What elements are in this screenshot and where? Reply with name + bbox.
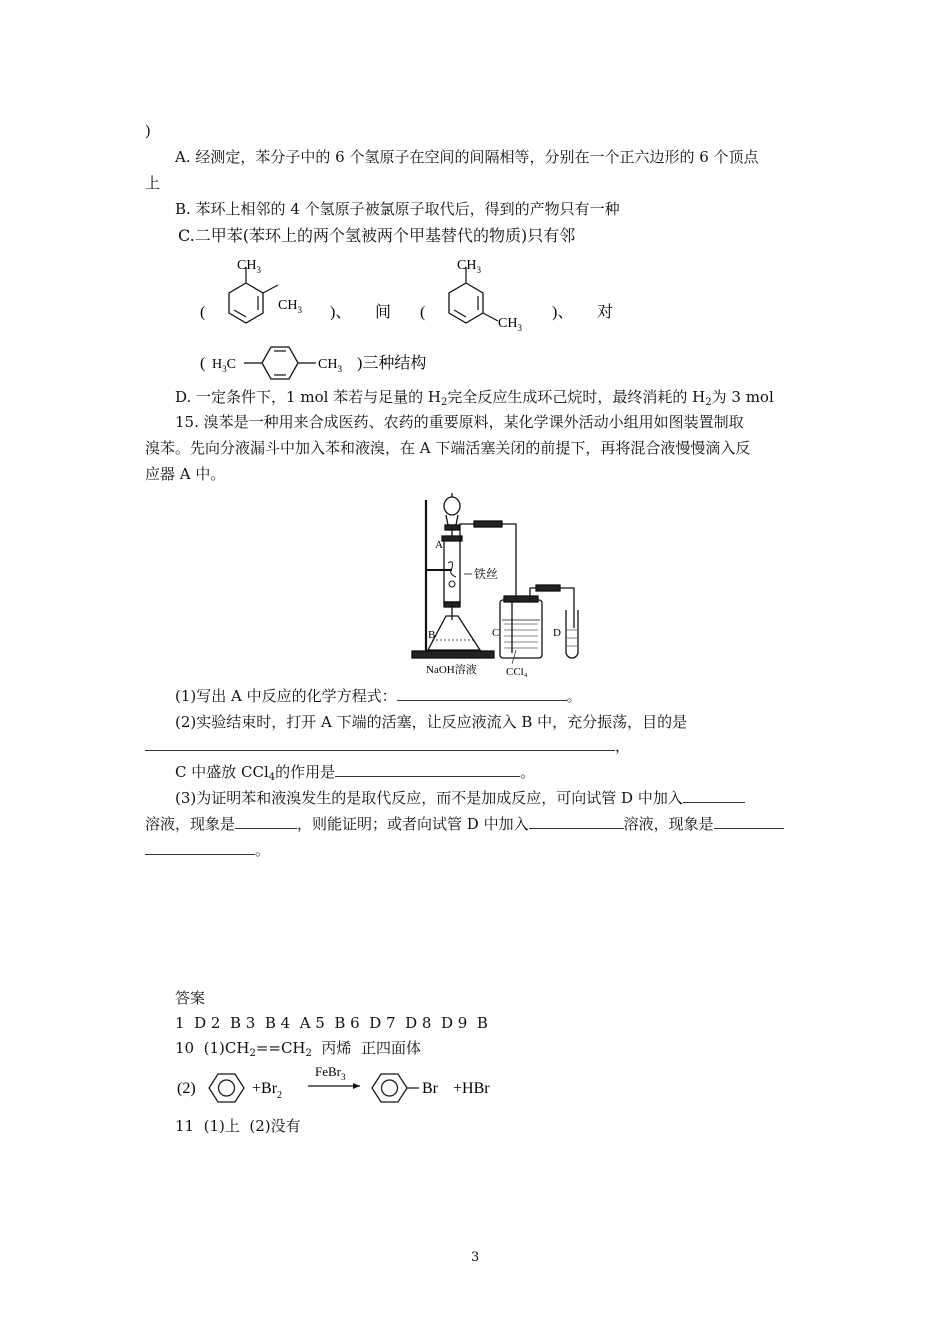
svg-text:H3C: $H_3C$	[212, 357, 236, 374]
svg-text:CH3: $CH_3$	[237, 258, 261, 275]
meta-open-paren: (	[420, 304, 426, 321]
benzene-ring-reactant	[209, 1074, 244, 1102]
meta-xylene-structure	[449, 258, 522, 333]
benzene-ring-product	[372, 1074, 419, 1102]
label-d: D	[553, 627, 561, 639]
option-d: D. 一定条件下，1 mol 苯若与足量的 $H_2$完全反应生成环己烷时，最终消耗的 $H_2$为 3 mol	[175, 388, 774, 408]
q15-part3-line1: (3)为证明苯和液溴发生的是取代反应，而不是加成反应，可向试管 D 中加入	[175, 788, 745, 808]
apparatus-diagram	[408, 488, 608, 683]
para-close-paren: )三种结构	[357, 355, 427, 372]
bromobenzene-br: Br	[422, 1080, 438, 1097]
answer-blank-6[interactable]	[529, 814, 624, 829]
ortho-open-paren: (	[200, 304, 206, 321]
answer-blank-1[interactable]	[397, 686, 567, 701]
page-number: 3	[471, 1250, 480, 1265]
svg-text:CH3: $CH_3$	[498, 316, 522, 333]
ortho-xylene-structure	[229, 258, 302, 323]
option-a-line2: 上	[145, 174, 161, 192]
stand-base	[412, 651, 494, 658]
option-b: B. 苯环上相邻的 4 个氢原子被氯原子取代后，得到的产物只有一种	[175, 200, 620, 218]
q15-part2-blank-line: ，	[145, 736, 630, 756]
answer-blank-7[interactable]	[714, 814, 784, 829]
answers-line-4: 11 (1)上 (2)没有	[175, 1117, 301, 1135]
q15-stem-line1: 15. 溴苯是一种用来合成医药、农药的重要原料，某化学课外活动小组用如图装置制取	[175, 413, 744, 431]
para-label: 对	[597, 304, 614, 321]
option-a-line1: A. 经测定，苯分子中的 6 个氢原子在空间的间隔相等，分别在一个正六边形的 6 个顶点	[175, 148, 759, 166]
answer-blank-3[interactable]	[335, 762, 520, 777]
option-c: C.二甲苯(苯环上的两个氢被两个甲基替代的物质)只有邻	[178, 226, 576, 245]
bromination-equation	[175, 1062, 515, 1112]
plus-hbr: +HBr	[453, 1080, 490, 1097]
label-iron-wire: 铁丝	[474, 567, 499, 581]
q15-stem-line3: 应器 A 中。	[145, 465, 226, 483]
meta-label: 间	[375, 304, 392, 321]
para-xylene-structure	[212, 347, 342, 379]
catalyst-febr3: FeBr$_3$	[315, 1064, 346, 1082]
svg-text:CH3: $CH_3$	[457, 258, 481, 275]
q15-part2-ccl4: C 中盛放 CCl$_4$的作用是 。	[175, 763, 536, 783]
label-b: B	[428, 629, 436, 641]
meta-close-paren: )、	[552, 304, 574, 321]
ortho-close-paren: )、	[330, 304, 352, 321]
label-c: C	[492, 627, 500, 639]
q15-stem-line2: 溴苯。先向分液漏斗中加入苯和液溴，在 A 下端活塞关闭的前提下，再将混合液慢慢滴入反	[145, 439, 751, 457]
para-open-paren: (	[200, 355, 206, 372]
label-a: A	[435, 539, 443, 551]
q15-part1: (1)写出 A 中反应的化学方程式： 。	[175, 687, 582, 705]
svg-text:CH3: $CH_3$	[318, 357, 342, 374]
answer-blank-5[interactable]	[235, 814, 297, 829]
answers-line-2: 10 $(1)CH_2==CH_2$ 丙烯 正四面体	[175, 1039, 421, 1059]
answer-blank-4[interactable]	[683, 788, 745, 803]
paren-line: )	[145, 122, 151, 140]
label-ccl4: CCl₄	[506, 666, 528, 678]
q15-part3-line3: 。	[145, 840, 270, 860]
q15-part3-line2: 溶液，现象是 ，则能证明；或者向试管 D 中加入 溶液，现象是	[145, 814, 784, 834]
label-naoh-solution: NaOH溶液	[426, 664, 477, 676]
answer-blank-8[interactable]	[145, 840, 255, 855]
equation-label: (2)	[177, 1080, 196, 1097]
svg-text:CH3: $CH_3$	[278, 298, 302, 315]
answer-blank-2[interactable]	[145, 736, 615, 751]
plus-br2: $+Br_2$	[252, 1080, 283, 1101]
q15-part2: (2)实验结束时，打开 A 下端的活塞，让反应液流入 B 中，充分振荡，目的是	[175, 713, 688, 731]
answers-line-1: 1 D 2 B 3 B 4 A 5 B 6 D 7 D 8 D 9 B	[175, 1014, 488, 1032]
xylene-structures	[190, 255, 650, 385]
answers-title: 答案	[175, 989, 206, 1007]
